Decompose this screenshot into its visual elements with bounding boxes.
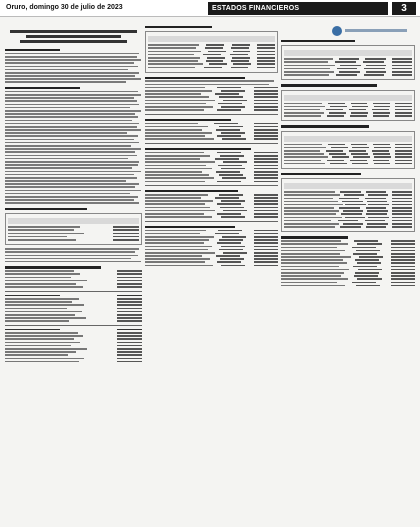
page-number: 3	[392, 2, 416, 15]
column-right	[281, 22, 415, 522]
section-title: ESTADOS FINANCIEROS	[208, 2, 388, 15]
masthead	[0, 0, 420, 17]
column-middle	[145, 22, 278, 522]
column-left	[5, 22, 142, 522]
dateline: Oruro, domingo 30 de julio de 2023	[6, 4, 123, 11]
document-title	[5, 30, 142, 43]
